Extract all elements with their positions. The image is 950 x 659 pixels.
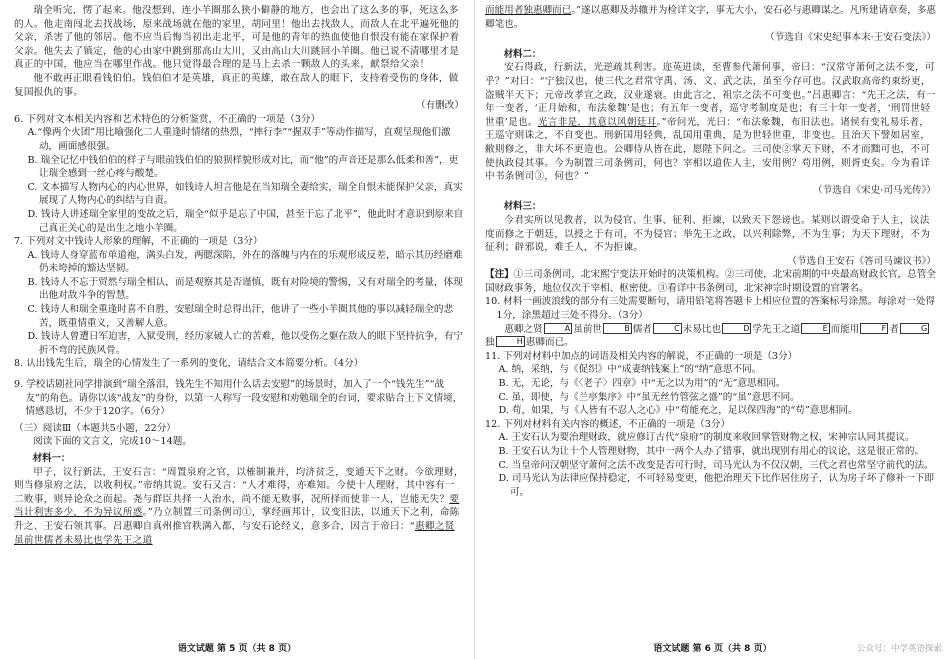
- question-12-option-d: D. 司马光认为法律应保持稳定，不可轻易变更，他把治理天下比作居住房子，认为房子坏了修补一下即可。: [498, 473, 935, 498]
- question-9: 9. 学校话剧社同学排演到“瑞全落泪，钱先生不知用什么话去安慰”的场景时，加入了一个“钱先生”“战友”的角色。请你以该“战友”的身份，以第一人称写一段安慰和劝勉瑞全的台词，要求贴合上下文情境，情感恳切，不少于120字。（6分）: [14, 379, 463, 418]
- question-6-option-a: A.“像两个火团”用比喻强化二人重逢时情绪的热烈，“摔行李”“握双手”等动作描写，直观呈现他们激动，画面感很强。: [27, 127, 451, 152]
- underlined-sentence: 要当计利害多少，不为异议所惑: [14, 493, 460, 519]
- question-6-option-d: D. 钱诗人讲述瑞全家里的变故之后，瑞全“似乎是忘了中国，甚至于忘了北平”，他此时才意识到原来自己真正关心的是出生之地小羊圈。: [27, 208, 464, 234]
- question-8: 8. 认出钱先生后，瑞全的心情发生了一系列的变化，请结合文本简要分析。（4分）: [14, 358, 364, 370]
- question-10-stem: 10. 材料一画波浪线的部分有三处需要断句，请用铅笔将答题卡上相应位置的答案标号涂黑。每涂对一处得1分，涂黑超过三处不得分。（3分）: [485, 296, 936, 322]
- reading-3-instruction: 阅读下面的文言文，完成10～14题。: [33, 436, 192, 448]
- material-2-text: 安石得政，行新法，光逆疏其利害。迩英进读，至曹参代萧何事，帝曰：“汉常守萧何之法不变，可乎？”对曰：“宁独汉也，使三代之君常守禹、汤、文、武之法，虽至今存可也。汉武取高帝约束纷更，盗贼半天下；元帝改孝宣之政，汉业遂衰。由此言之，祖宗之法不可变也。”吕惠卿言：“先王之法，有一年一变者，‘正月始和，布法象魏’是也；有五年一变者，巡守考制度是也；有三十年一变者，‘刑罚世轻世重’是也。光言非是，其意以风朝廷耳。”帝问光，光曰：“布法象魏，布旧法也。诸侯有变礼易乐者，王巡守则诛之，不自变也。刑新国用轻典，乱国用重典，是为世轻世重，非变也。且治天下譬如居室，敝则修之，非大坏不更造也。公卿侍从皆在此，愿陛下问之。三司使②掌天下财，不才而黜可也，不可使执政侵其事。今为制置三司条例司，何也？宰相以道佐人主，安用例？苟用例，则胥吏矣。今为看详中书条例司③，何也？”: [485, 62, 936, 183]
- wavy-underlined-passage: 而能用者独惠卿而已: [485, 5, 572, 16]
- question-10-segments: 惠卿之贤 A 虽前世 B 儒者 C 未易比也 D 学先王之道 E 而能用 F 者 G独 H 惠卿而已。: [485, 323, 928, 349]
- passage-paragraph: 他不敢再正眼看钱伯伯。钱伯伯才是英雄，真正的英雄，敢在敌人的眼下，支持着受伤的身体，做复国报仇的事。: [14, 72, 459, 98]
- material-2-source: （节选自《宋史·司马光传》）: [813, 184, 936, 196]
- question-6-stem: 6. 下列对文本相关内容和艺术特色的分析鉴赏，不正确的一项是（3分）: [14, 113, 321, 125]
- question-11-option-c: C. 虽，即使，与《兰亭集序》中“虽无丝竹管弦之盛”的“虽”意思不同。: [498, 391, 800, 403]
- question-12-option-b: B. 王安石认为让十个人管理财物，其中一两个人办了错事，就出现别有用心的议论，这是很正常的。: [498, 446, 925, 457]
- material-1-label: 材料一：: [32, 453, 71, 464]
- page-6: [475, 0, 950, 659]
- material-1-text: 甲子，议行新法，王安石言：“周置泉府之官，以榷制兼并，均济贫乏，变通天下之财。今欲理财，则当修泉府之法，以收利权。”帝纳其说。安石又言：“人才难得，亦难知。今使十人理财，其中容有一二败事，则异论众之而起。尧与群臣共择一人治水，尚不能无败事，况所择而使非一人，岂能无失？要当计利害多少，不为异议所惑。”乃立制置三司条例司①，掌经画邦计，议变旧法，以通天下之利，命陈升之、王安石领其事。吕惠卿自真州推官秩满入都，与安石论经义，意多合，因言于帝曰：“惠卿之贤虽前世儒者未易比也学先王之道: [14, 466, 464, 546]
- material-1-continued: 而能用者独惠卿而已。”遂以惠卿及苏辙并为检详文字，事无大小，安石必与惠卿谋之。凡所建请章奏，多惠卿笔也。: [485, 5, 937, 30]
- question-12-option-a: A. 王安石认为要治理财政，就应修订古代“泉府”的制度来收回掌管财物之权，宋神宗认同其提议。: [498, 432, 915, 444]
- material-3-source: （节选自王安石《答司马谏议书》）: [787, 255, 936, 267]
- material-3-text: 今君实所以见教者，以为侵官、生事、征利、拒谏，以致天下怨谤也。某则以谓受命于人主，议法度而修之于朝廷，以授之于有司，不为侵官；举先王之政，以兴利除弊，不为生事；为天下理财，不为征利；辟邪说，难壬人，不为拒谏。: [485, 214, 931, 254]
- question-11-option-b: B. 无，无论，与《〈老子〉四章》中“无之以为用”的“无”意思相同。: [498, 378, 786, 390]
- question-7-option-c: C. 钱诗人和瑞全重逢时喜不自胜，安慰瑞全时总得出汗，他讲了一些小羊圈其他的事以减轻瑞全的悲苦，既重情重义，又善解人意。: [27, 304, 454, 329]
- question-12-option-c: C. 当皇帝问汉朝坚守萧何之法不改变是否可行时，司马光认为不仅汉朝，三代之君也常坚守前代的法。: [498, 459, 934, 471]
- underlined-sentence: 光言非是，其意以风朝廷耳: [537, 116, 657, 128]
- wavy-underlined-passage: 惠卿之贤虽前世儒者未易比也学先王之道: [14, 520, 455, 546]
- question-6-option-c: C. 文本描写人物内心的内心世界，如钱诗人坦言他是在当知瑞全妻给实，瑞全自恨未能保护父亲，真实展现了人物内心的纠结与自责。: [27, 181, 463, 207]
- question-11-option-a: A. 纳，采纳，与《促织》中“成妻纳钱案上”的“纳”意思不同。: [498, 364, 762, 376]
- question-6-option-b: B. 瑞全记忆中钱伯伯的样子与眼前钱伯伯的狼狈样貌形成对比，而“他”的声音还是那么低柔和善”，更让瑞全感到一丝心疼与酸楚。: [27, 154, 459, 180]
- page-footer: 语文试题 第 5 页（共 8 页）: [177, 644, 297, 655]
- page-footer: 语文试题 第 6 页（共 8 页）: [653, 644, 772, 655]
- material-3-label: 材料三：: [503, 201, 542, 213]
- reading-3-header: （三）阅读Ⅲ（本题共5小题，22分）: [14, 422, 176, 434]
- question-7-option-a: A. 钱诗人身穿蓝布单道袍，满头白发，两腮深陷，外在的落魄与内在的乐观形成反差，暗示其历经磨难仍未垮掉的豁达坚韧。: [27, 249, 463, 275]
- material-1-source: （节选自《宋史纪事本末·王安石变法》）: [765, 32, 936, 44]
- abridged-note: （有删改）: [416, 100, 464, 112]
- question-7-option-d: D. 钱诗人曾遭日军迫害，入狱受刑，经历家破人亡的苦难，他以受伤之躯在敌人的眼下坚持抗争，有宁折不弯的民族风骨。: [27, 331, 464, 356]
- question-11-stem: 11. 下列对材料中加点的词语及相关内容的解说，不正确的一项是（3分）: [485, 350, 798, 362]
- material-2-label: 材料二：: [503, 48, 542, 60]
- question-11-option-d: D. 苟，如果，与《人皆有不忍人之心》中“苟能充之，足以保四海”的“苟”意思相同。: [498, 405, 858, 417]
- passage-paragraph: 瑞全听完，愣了起来。他没想到，连小羊圈那么狭小僻静的地方，也会出了这么多的事，死这么多的人。他走南闯北去找战场，原来战场就在他的家里，胡同里！他出去找敌人，而敌人在北平遍死他的父亲，杀害了他的邻居。他不应当后悔当初出走北平，可是他的青年的热血使他自恨没有能在家保护着父亲。他失去了镇定，他的心由家中跳到那高山大川，又由高山大川跳回小羊圈。他已说不清哪里才是真正的中国，他应当在哪里作战。他只觉得最合理的是马上去杀一颗敌人的头来，献祭给父亲！: [14, 5, 460, 71]
- question-12-stem: 12. 下列对材料有关内容的概述，不正确的一项是（3分）: [485, 418, 731, 430]
- question-7-option-b: B. 钱诗人不忘于贸然与瑞全相认，而是观察其是否谨慎，既有对险境的警惕，又有对瑞全的考量，体现出他对敌斗争的智慧。: [27, 276, 463, 302]
- watermark: 公众号：中学英语探索: [856, 644, 942, 655]
- annotation-note: 【注】①三司条例司，北宋熙宁变法开始时的决策机构。②三司使，北宋前期的中央最高财政长官，总管全国财政事务，地位仅次于宰相、枢密使。③看详中书条例司，北宋神宗时期设置的官署名。: [485, 269, 936, 294]
- question-7-stem: 7. 下列对文中钱诗人形象的理解，不正确的一项是（3分）: [14, 236, 263, 248]
